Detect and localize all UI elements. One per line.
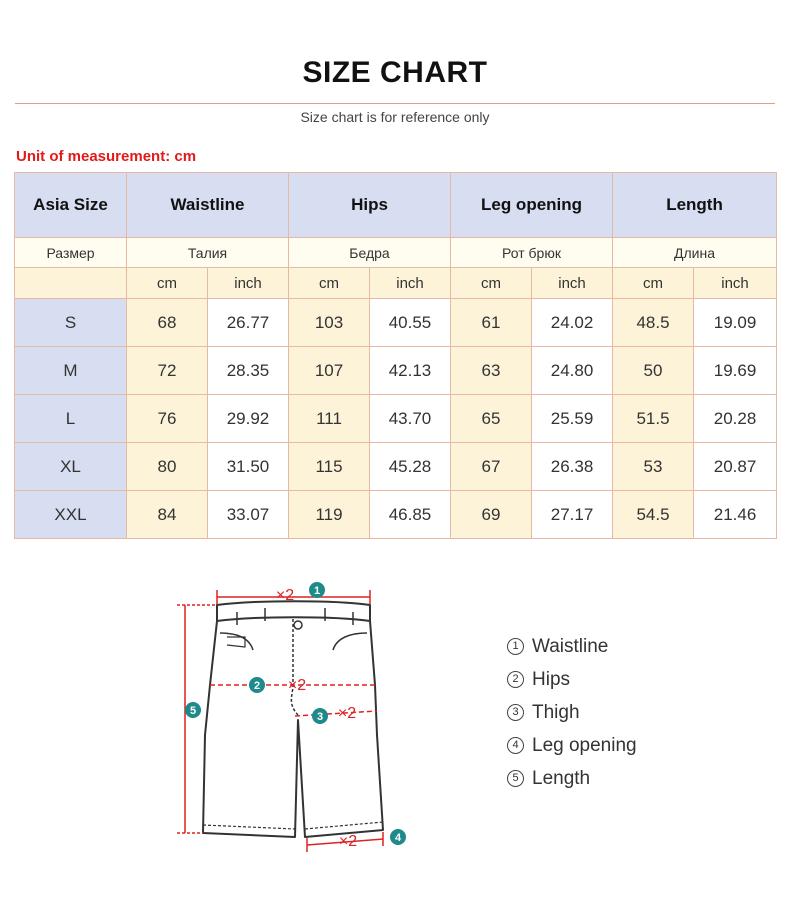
table-cell: 54.5 [613, 491, 694, 539]
hips-multiplier: ×2 [287, 677, 307, 694]
header-ru-waist: Талия [127, 238, 289, 268]
waist-multiplier: ×2 [275, 587, 295, 604]
size-cell: XL [15, 443, 127, 491]
subtitle: Size chart is for reference only [300, 109, 490, 125]
unit-label: inch [370, 268, 451, 299]
legend-label: Length [532, 767, 591, 789]
table-cell: 48.5 [613, 299, 694, 347]
table-cell: 19.09 [694, 299, 777, 347]
marker-1-label: 1 [313, 585, 321, 597]
legend-item-length [507, 762, 637, 795]
table-cell: 103 [289, 299, 370, 347]
table-row [15, 299, 777, 347]
measurement-legend [507, 630, 637, 795]
thigh-multiplier: ×2 [337, 705, 357, 722]
page-title: SIZE CHART [302, 56, 488, 89]
size-cell: XXL [15, 491, 127, 539]
table-row [15, 395, 777, 443]
unit-label: inch [694, 268, 777, 299]
header-row-en [15, 173, 777, 238]
table-cell: 63 [451, 347, 532, 395]
header-ru-hips: Бедра [289, 238, 451, 268]
header-row-ru [15, 238, 777, 268]
table-cell: 28.35 [208, 347, 289, 395]
table-cell: 27.17 [532, 491, 613, 539]
table-cell: 24.02 [532, 299, 613, 347]
table-cell: 31.50 [208, 443, 289, 491]
header-ru-size: Размер [15, 238, 127, 268]
legend-number: 5 [507, 770, 524, 787]
header-ru-leg: Рот брюк [451, 238, 613, 268]
table-row [15, 443, 777, 491]
table-cell: 43.70 [370, 395, 451, 443]
table-cell: 25.59 [532, 395, 613, 443]
legend-label: Thigh [532, 701, 580, 723]
table-cell: 26.38 [532, 443, 613, 491]
unit-label: cm [613, 268, 694, 299]
size-cell: M [15, 347, 127, 395]
table-cell: 119 [289, 491, 370, 539]
unit-cell-empty [15, 268, 127, 299]
table-cell: 69 [451, 491, 532, 539]
table-cell: 21.46 [694, 491, 777, 539]
legend-number: 3 [507, 704, 524, 721]
unit-note: Unit of measurement: cm [16, 148, 197, 165]
unit-label: cm [289, 268, 370, 299]
thigh-line [295, 711, 377, 716]
table-cell: 84 [127, 491, 208, 539]
legend-item-hips [507, 663, 637, 696]
table-cell: 53 [613, 443, 694, 491]
legend-item-thigh [507, 696, 637, 729]
table-cell: 115 [289, 443, 370, 491]
table-cell: 111 [289, 395, 370, 443]
table-cell: 19.69 [694, 347, 777, 395]
size-cell: L [15, 395, 127, 443]
table-cell: 42.13 [370, 347, 451, 395]
table-cell: 20.87 [694, 443, 777, 491]
table-cell: 65 [451, 395, 532, 443]
legend-label: Hips [532, 668, 571, 690]
size-cell: S [15, 299, 127, 347]
legend-number: 2 [507, 671, 524, 688]
title-divider [15, 103, 775, 104]
shorts-measurement-diagram [165, 575, 415, 875]
table-cell: 26.77 [208, 299, 289, 347]
header-hips: Hips [289, 173, 451, 238]
unit-row [15, 268, 777, 299]
table-cell: 33.07 [208, 491, 289, 539]
table-cell: 61 [451, 299, 532, 347]
unit-label: cm [451, 268, 532, 299]
table-cell: 72 [127, 347, 208, 395]
table-cell: 76 [127, 395, 208, 443]
unit-label: inch [208, 268, 289, 299]
marker-3-label: 3 [316, 711, 324, 723]
table-cell: 67 [451, 443, 532, 491]
legend-item-leg-opening [507, 729, 637, 762]
table-cell: 107 [289, 347, 370, 395]
table-cell: 20.28 [694, 395, 777, 443]
table-cell: 46.85 [370, 491, 451, 539]
table-cell: 50 [613, 347, 694, 395]
header-leg-opening: Leg opening [451, 173, 613, 238]
marker-4-label: 4 [394, 832, 402, 844]
legend-number: 4 [507, 737, 524, 754]
table-cell: 51.5 [613, 395, 694, 443]
table-cell: 24.80 [532, 347, 613, 395]
header-asia-size: Asia Size [15, 173, 127, 238]
leg-opening-multiplier: ×2 [338, 833, 358, 850]
table-cell: 80 [127, 443, 208, 491]
table-row [15, 491, 777, 539]
table-cell: 68 [127, 299, 208, 347]
header-waistline: Waistline [127, 173, 289, 238]
table-cell: 29.92 [208, 395, 289, 443]
unit-label: cm [127, 268, 208, 299]
marker-5-label: 5 [189, 705, 197, 717]
legend-number: 1 [507, 638, 524, 655]
table-row [15, 347, 777, 395]
header-length: Length [613, 173, 777, 238]
marker-2-label: 2 [253, 680, 261, 692]
unit-label: inch [532, 268, 613, 299]
legend-label: Waistline [532, 635, 609, 657]
table-cell: 45.28 [370, 443, 451, 491]
header-ru-length: Длина [613, 238, 777, 268]
table-cell: 40.55 [370, 299, 451, 347]
legend-item-waistline [507, 630, 637, 663]
size-table [14, 172, 777, 539]
legend-label: Leg opening [532, 734, 637, 756]
